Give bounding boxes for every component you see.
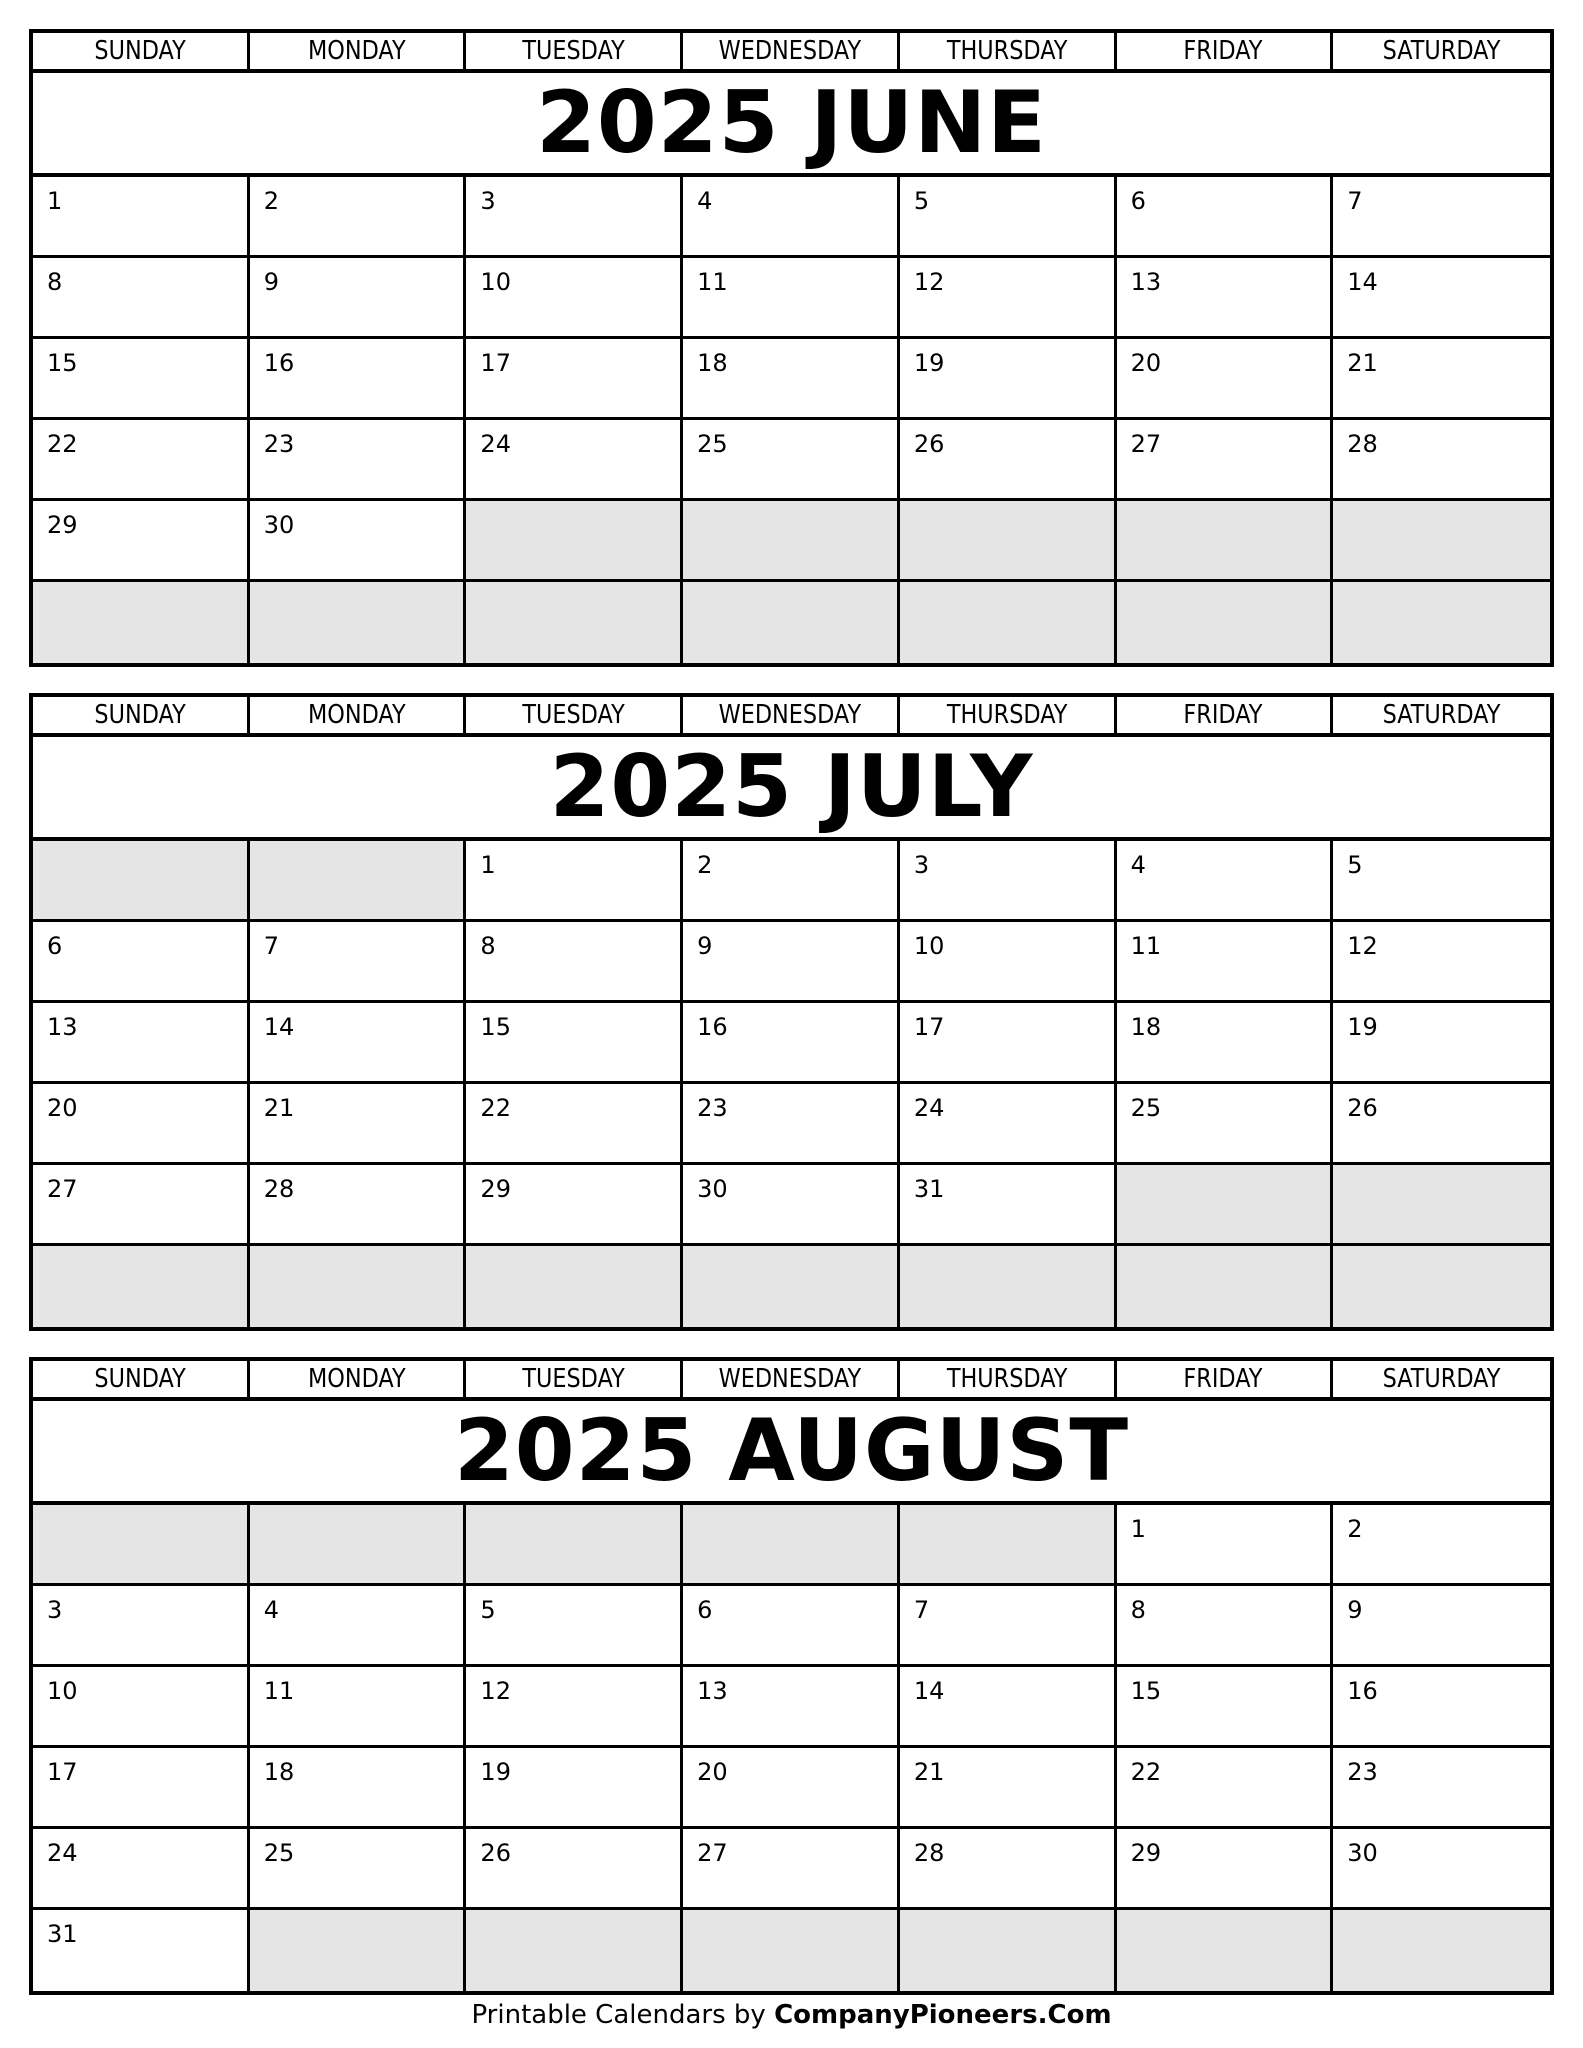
day-cell <box>250 177 467 258</box>
day-cell <box>33 1667 250 1748</box>
day-number: 24 <box>47 1839 78 1867</box>
day-number: 13 <box>47 1013 78 1041</box>
weekday-header-row <box>33 33 1550 73</box>
day-cell <box>250 1829 467 1910</box>
day-number: 15 <box>47 349 78 377</box>
day-cell <box>1117 258 1334 339</box>
day-number: 8 <box>1130 1596 1146 1624</box>
day-number: 4 <box>263 1596 279 1624</box>
day-cell <box>1117 1586 1334 1667</box>
day-cell <box>900 1748 1117 1829</box>
day-cell <box>683 420 900 501</box>
day-number: 5 <box>1347 851 1363 879</box>
day-number: 8 <box>480 932 496 960</box>
day-cell <box>1117 1003 1334 1084</box>
empty-day-cell <box>250 1910 467 1991</box>
empty-day-cell <box>683 1505 900 1586</box>
day-cell <box>1333 1003 1550 1084</box>
day-cell <box>250 922 467 1003</box>
weekday-monday: MONDAY <box>250 33 467 69</box>
day-number: 19 <box>480 1758 511 1786</box>
day-cell <box>683 841 900 922</box>
day-number: 1 <box>480 851 496 879</box>
day-number: 11 <box>263 1677 295 1705</box>
day-number: 28 <box>263 1175 295 1203</box>
empty-day-cell <box>683 1910 900 1991</box>
day-cell <box>1333 1829 1550 1910</box>
day-cell <box>900 258 1117 339</box>
day-number: 3 <box>913 851 930 879</box>
day-number: 30 <box>1347 1839 1378 1867</box>
day-cell <box>1333 1748 1550 1829</box>
day-cell <box>683 339 900 420</box>
weekday-friday: FRIDAY <box>1117 1361 1334 1397</box>
empty-day-cell <box>1333 1246 1550 1327</box>
day-number: 16 <box>1347 1677 1378 1705</box>
day-cell <box>683 1829 900 1910</box>
day-number: 12 <box>480 1677 511 1705</box>
day-number: 31 <box>913 1175 945 1203</box>
day-cell <box>900 339 1117 420</box>
day-cell <box>250 1084 467 1165</box>
day-number: 3 <box>480 187 496 215</box>
day-number: 21 <box>1347 349 1378 377</box>
day-number: 15 <box>1130 1677 1162 1705</box>
day-cell <box>33 1003 250 1084</box>
empty-day-cell <box>466 1505 683 1586</box>
day-grid <box>33 841 1550 1327</box>
weekday-wednesday: WEDNESDAY <box>683 33 900 69</box>
day-cell <box>1333 177 1550 258</box>
day-number: 10 <box>480 268 511 296</box>
empty-day-cell <box>250 582 467 663</box>
day-cell <box>683 1003 900 1084</box>
day-number: 26 <box>913 430 945 458</box>
weekday-sunday: SUNDAY <box>33 1361 250 1397</box>
month-title-row <box>33 1401 1550 1505</box>
day-cell <box>1117 1829 1334 1910</box>
month-july <box>29 693 1554 1331</box>
empty-day-cell <box>1117 1165 1334 1246</box>
day-cell <box>1333 1505 1550 1586</box>
day-cell <box>466 1084 683 1165</box>
month-title-row <box>33 737 1550 841</box>
day-number: 7 <box>263 932 279 960</box>
day-cell <box>250 258 467 339</box>
day-cell <box>1117 339 1334 420</box>
empty-day-cell <box>900 1910 1117 1991</box>
day-cell <box>466 258 683 339</box>
month-title: 2025 JULY <box>549 737 1034 837</box>
day-number: 22 <box>480 1094 511 1122</box>
day-number: 18 <box>697 349 728 377</box>
day-number: 13 <box>1130 268 1162 296</box>
day-number: 27 <box>47 1175 78 1203</box>
day-number: 14 <box>913 1677 945 1705</box>
day-cell <box>466 1586 683 1667</box>
day-cell <box>1117 841 1334 922</box>
weekday-saturday: SATURDAY <box>1382 1364 1501 1394</box>
day-cell <box>33 922 250 1003</box>
day-cell <box>1333 258 1550 339</box>
day-number: 28 <box>913 1839 945 1867</box>
day-cell <box>33 339 250 420</box>
weekday-monday: MONDAY <box>250 1361 467 1397</box>
empty-day-cell <box>1117 1246 1334 1327</box>
day-number: 16 <box>697 1013 728 1041</box>
weekday-wednesday: WEDNESDAY <box>683 697 900 733</box>
day-cell <box>1117 1748 1334 1829</box>
day-cell <box>683 922 900 1003</box>
day-cell <box>250 339 467 420</box>
empty-day-cell <box>33 1505 250 1586</box>
day-cell <box>466 1667 683 1748</box>
day-number: 18 <box>1130 1013 1162 1041</box>
day-number: 6 <box>697 1596 713 1624</box>
day-number: 29 <box>1130 1839 1162 1867</box>
empty-day-cell <box>1117 1910 1334 1991</box>
day-number: 27 <box>697 1839 728 1867</box>
weekday-header-row <box>33 1361 1550 1401</box>
day-cell <box>900 1084 1117 1165</box>
day-cell <box>1333 339 1550 420</box>
month-august <box>29 1357 1554 1995</box>
day-number: 24 <box>480 430 511 458</box>
day-number: 19 <box>913 349 945 377</box>
weekday-thursday: THURSDAY <box>900 1361 1117 1397</box>
day-number: 26 <box>1347 1094 1378 1122</box>
day-number: 6 <box>47 932 63 960</box>
day-cell <box>33 1586 250 1667</box>
day-number: 3 <box>47 1596 63 1624</box>
empty-day-cell <box>900 1505 1117 1586</box>
day-cell <box>683 1667 900 1748</box>
day-number: 26 <box>480 1839 511 1867</box>
day-number: 6 <box>1130 187 1146 215</box>
weekday-wednesday: WEDNESDAY <box>683 1361 900 1397</box>
day-cell <box>33 1829 250 1910</box>
day-cell <box>683 1748 900 1829</box>
day-cell <box>900 1667 1117 1748</box>
empty-day-cell <box>33 1246 250 1327</box>
weekday-sunday: SUNDAY <box>33 697 250 733</box>
weekday-tuesday: TUESDAY <box>466 1361 683 1397</box>
month-title-row <box>33 73 1550 177</box>
weekday-monday: MONDAY <box>250 697 467 733</box>
empty-day-cell <box>1117 501 1334 582</box>
month-title: 2025 AUGUST <box>453 1401 1130 1501</box>
weekday-saturday: SATURDAY <box>1382 700 1501 730</box>
day-cell <box>1117 1667 1334 1748</box>
empty-day-cell <box>683 582 900 663</box>
day-number: 23 <box>697 1094 728 1122</box>
day-cell <box>1333 1084 1550 1165</box>
day-number: 16 <box>263 349 295 377</box>
day-number: 22 <box>1130 1758 1162 1786</box>
day-cell <box>466 1165 683 1246</box>
day-cell <box>683 177 900 258</box>
day-number: 18 <box>263 1758 295 1786</box>
day-cell <box>1333 1667 1550 1748</box>
day-cell <box>250 1003 467 1084</box>
day-number: 12 <box>1347 932 1378 960</box>
day-cell <box>33 1748 250 1829</box>
day-number: 9 <box>263 268 279 296</box>
weekday-friday: FRIDAY <box>1117 697 1334 733</box>
day-cell <box>1333 922 1550 1003</box>
day-number: 27 <box>1130 430 1162 458</box>
day-number: 8 <box>47 268 63 296</box>
day-cell <box>466 922 683 1003</box>
empty-day-cell <box>250 841 467 922</box>
day-cell <box>900 841 1117 922</box>
empty-day-cell <box>250 1505 467 1586</box>
day-cell <box>466 1829 683 1910</box>
day-cell <box>33 1165 250 1246</box>
day-number: 17 <box>47 1758 78 1786</box>
day-number: 2 <box>697 851 713 879</box>
day-cell <box>466 420 683 501</box>
footer-prefix: Printable Calendars by <box>471 2000 775 2030</box>
day-cell <box>33 1084 250 1165</box>
empty-day-cell <box>683 501 900 582</box>
empty-day-cell <box>466 1910 683 1991</box>
day-number: 30 <box>697 1175 728 1203</box>
day-cell <box>250 501 467 582</box>
empty-day-cell <box>900 582 1117 663</box>
day-number: 11 <box>1130 932 1162 960</box>
day-grid <box>33 177 1550 663</box>
day-cell <box>900 177 1117 258</box>
weekday-header-row <box>33 697 1550 737</box>
day-number: 13 <box>697 1677 728 1705</box>
day-cell <box>33 1910 250 1991</box>
day-number: 4 <box>697 187 713 215</box>
day-cell <box>900 1165 1117 1246</box>
day-cell <box>900 1586 1117 1667</box>
day-number: 2 <box>1347 1515 1363 1543</box>
day-number: 11 <box>697 268 728 296</box>
day-cell <box>250 1586 467 1667</box>
day-number: 12 <box>913 268 945 296</box>
day-number: 15 <box>480 1013 511 1041</box>
empty-day-cell <box>33 582 250 663</box>
weekday-tuesday: TUESDAY <box>466 33 683 69</box>
empty-day-cell <box>466 582 683 663</box>
day-number: 23 <box>263 430 295 458</box>
day-cell <box>1117 1084 1334 1165</box>
day-cell <box>250 1748 467 1829</box>
day-number: 14 <box>263 1013 295 1041</box>
day-number: 29 <box>47 511 78 539</box>
day-cell <box>33 420 250 501</box>
day-cell <box>466 841 683 922</box>
day-number: 1 <box>1130 1515 1146 1543</box>
day-number: 2 <box>263 187 279 215</box>
day-number: 19 <box>1347 1013 1378 1041</box>
day-number: 25 <box>263 1839 295 1867</box>
weekday-saturday: SATURDAY <box>1382 36 1501 66</box>
day-cell <box>1333 841 1550 922</box>
empty-day-cell <box>1333 1165 1550 1246</box>
day-number: 14 <box>1347 268 1378 296</box>
day-number: 25 <box>1130 1094 1162 1122</box>
day-number: 5 <box>913 187 930 215</box>
day-number: 29 <box>480 1175 511 1203</box>
day-cell <box>900 1003 1117 1084</box>
empty-day-cell <box>1333 582 1550 663</box>
day-number: 31 <box>47 1920 78 1948</box>
day-number: 7 <box>1347 187 1363 215</box>
day-cell <box>1333 420 1550 501</box>
day-cell <box>683 1165 900 1246</box>
day-cell <box>250 1667 467 1748</box>
empty-day-cell <box>466 501 683 582</box>
day-number: 22 <box>47 430 78 458</box>
day-number: 21 <box>263 1094 295 1122</box>
day-cell <box>33 501 250 582</box>
day-number: 10 <box>47 1677 78 1705</box>
day-number: 17 <box>913 1013 945 1041</box>
day-number: 20 <box>47 1094 78 1122</box>
day-cell <box>1117 420 1334 501</box>
day-number: 21 <box>913 1758 945 1786</box>
day-cell <box>683 1084 900 1165</box>
day-cell <box>1117 1505 1334 1586</box>
day-cell <box>33 258 250 339</box>
day-cell <box>466 177 683 258</box>
footer-brand: CompanyPioneers.Com <box>774 2000 1112 2030</box>
weekday-friday: FRIDAY <box>1117 33 1334 69</box>
day-cell <box>683 1586 900 1667</box>
footer-credit <box>0 2000 1583 2030</box>
day-cell <box>466 339 683 420</box>
day-number: 5 <box>480 1596 496 1624</box>
day-cell <box>250 420 467 501</box>
day-cell <box>33 177 250 258</box>
day-cell <box>1117 177 1334 258</box>
day-number: 4 <box>1130 851 1146 879</box>
month-june <box>29 29 1554 667</box>
day-number: 17 <box>480 349 511 377</box>
day-number: 20 <box>1130 349 1162 377</box>
day-grid <box>33 1505 1550 1991</box>
day-number: 28 <box>1347 430 1378 458</box>
day-cell <box>1117 922 1334 1003</box>
day-cell <box>900 922 1117 1003</box>
empty-day-cell <box>466 1246 683 1327</box>
month-title: 2025 JUNE <box>536 73 1047 173</box>
day-cell <box>683 258 900 339</box>
day-number: 9 <box>1347 1596 1363 1624</box>
weekday-sunday: SUNDAY <box>33 33 250 69</box>
empty-day-cell <box>250 1246 467 1327</box>
day-number: 1 <box>47 187 63 215</box>
empty-day-cell <box>900 501 1117 582</box>
day-number: 7 <box>913 1596 930 1624</box>
day-number: 30 <box>263 511 295 539</box>
empty-day-cell <box>1117 582 1334 663</box>
empty-day-cell <box>1333 1910 1550 1991</box>
day-number: 25 <box>697 430 728 458</box>
day-number: 10 <box>913 932 945 960</box>
day-cell <box>1333 1586 1550 1667</box>
day-number: 24 <box>913 1094 945 1122</box>
weekday-tuesday: TUESDAY <box>466 697 683 733</box>
empty-day-cell <box>900 1246 1117 1327</box>
day-number: 23 <box>1347 1758 1378 1786</box>
day-cell <box>250 1165 467 1246</box>
day-number: 9 <box>697 932 713 960</box>
day-cell <box>466 1003 683 1084</box>
day-cell <box>466 1748 683 1829</box>
day-cell <box>900 1829 1117 1910</box>
empty-day-cell <box>33 841 250 922</box>
day-number: 20 <box>697 1758 728 1786</box>
empty-day-cell <box>1333 501 1550 582</box>
weekday-thursday: THURSDAY <box>900 697 1117 733</box>
day-cell <box>900 420 1117 501</box>
weekday-thursday: THURSDAY <box>900 33 1117 69</box>
empty-day-cell <box>683 1246 900 1327</box>
